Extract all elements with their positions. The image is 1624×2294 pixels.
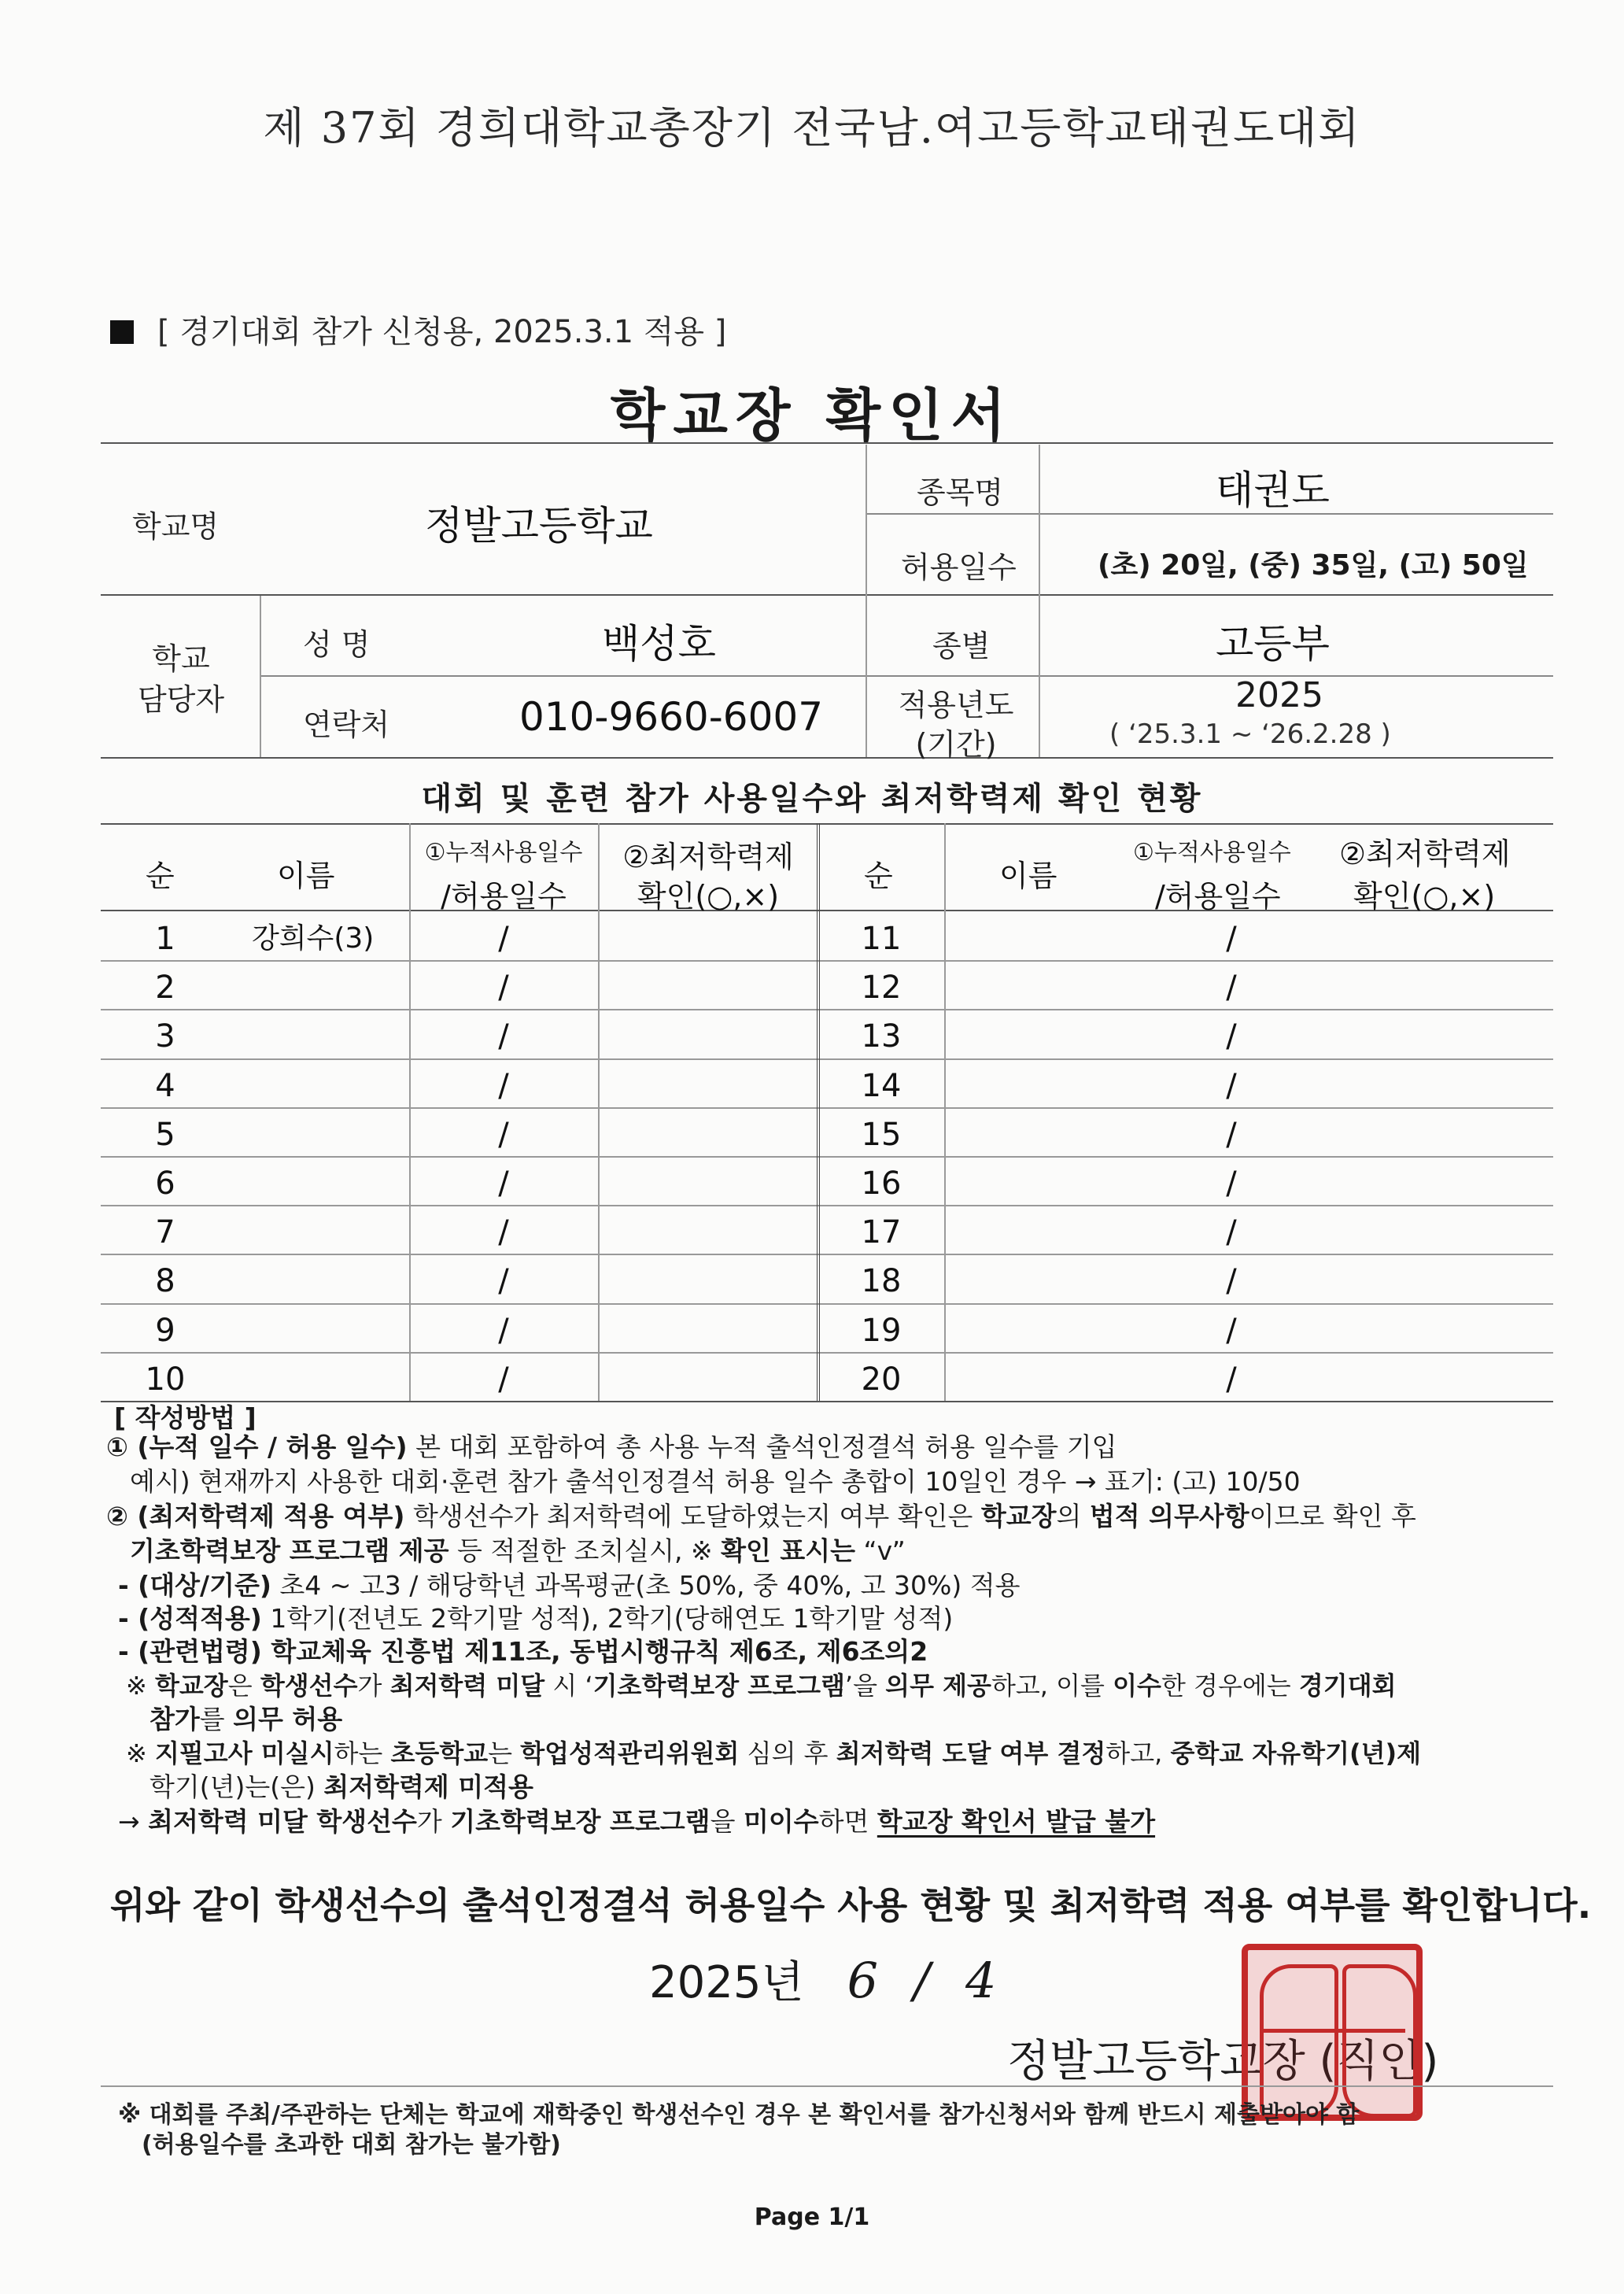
row-number: 7: [155, 1214, 175, 1251]
allowed-days-value: (초) 20일, (중) 35일, (고) 50일: [1098, 549, 1529, 582]
col-header-check-line1: ②최저학력제: [622, 840, 794, 874]
col-header-days-line1: ①누적사용일수: [424, 839, 583, 866]
table-row-rule: [101, 1352, 1553, 1354]
row-number: 11: [861, 921, 902, 957]
manager-name-value: 백성호: [602, 621, 716, 667]
days-slash: /: [1226, 1018, 1237, 1055]
days-slash: /: [1226, 921, 1237, 957]
document-title: 학교장 확인서: [610, 382, 1014, 449]
event-label: 종목명: [917, 475, 1004, 510]
instruction-line-9: 참가를 의무 허용: [149, 1704, 343, 1734]
row-number: 19: [861, 1312, 902, 1349]
row-number: 4: [155, 1067, 175, 1104]
days-slash: /: [498, 1067, 509, 1104]
table-row-rule: [101, 1205, 1553, 1206]
instruction-line-3: ② (최저학력제 적용 여부) 학생선수가 최저학력에 도달하였는지 여부 확인은 학교장의 법적 의무사항이므로 확인 후: [106, 1501, 1416, 1531]
date-day: 4: [965, 1952, 997, 2009]
info-divider: [866, 445, 867, 757]
footnote-line-1: ※ 대회를 주최/주관하는 단체는 학교에 재학중인 학생선수인 경우 본 확인서를 참가신청서와 함께 반드시 제출받아야 함: [118, 2101, 1360, 2129]
days-slash: /: [498, 970, 509, 1007]
days-slash: /: [498, 1018, 509, 1055]
info-rule: [101, 757, 1553, 759]
col-header-check-line2: 확인(○,×): [637, 879, 780, 914]
days-slash: /: [498, 1361, 509, 1398]
row-number: 5: [155, 1116, 175, 1153]
student-name: 강희수(3): [252, 922, 375, 955]
table-row-rule: [101, 1058, 1553, 1060]
days-slash: /: [1226, 1361, 1237, 1398]
days-slash: /: [1226, 1263, 1237, 1300]
footer-rule: [101, 2085, 1553, 2087]
date-separator: /: [914, 1952, 930, 2009]
col-header-name-right: 이름: [999, 859, 1057, 893]
col-header-days-right-line1: ①누적사용일수: [1133, 839, 1291, 866]
event-value: 태권도: [1216, 467, 1330, 513]
principal-signature: 정발고등학교장 (직인): [1007, 2036, 1439, 2087]
days-slash: /: [498, 921, 509, 957]
name-label: 성 명: [303, 627, 371, 662]
division-label: 종별: [932, 629, 991, 663]
instruction-line-8: ※ 학교장은 학생선수가 최저학력 미달 시 ‘기초학력보장 프로그램’을 의무 제공하고, 이를 이수한 경우에는 경기대회: [126, 1671, 1397, 1701]
square-bullet-icon: [110, 320, 134, 344]
date-year: 2025년: [649, 1957, 804, 2008]
school-value: 정발고등학교: [425, 503, 653, 549]
page-number: Page 1/1: [754, 2203, 870, 2231]
instruction-line-2: 예시) 현재까지 사용한 대회·훈련 참가 출석인정결석 허용 일수 총합이 10일인 경우 → 표기: (고) 10/50: [130, 1466, 1301, 1497]
col-header-no-right: 순: [864, 859, 893, 893]
col-header-check-right-line2: 확인(○,×): [1353, 879, 1496, 914]
instruction-line-7: - (관련법령) 학교체육 진흥법 제11조, 동법시행규칙 제6조, 제6조의2: [118, 1636, 928, 1667]
row-number: 2: [155, 970, 175, 1007]
year-label-line2: (기간): [915, 727, 997, 762]
days-slash: /: [1226, 970, 1237, 1007]
table-header-rule: [101, 910, 1553, 911]
signature-date: [649, 1948, 996, 2011]
table-top-rule: [101, 823, 1553, 825]
info-divider: [260, 596, 261, 757]
table-row-rule: [101, 1009, 1553, 1010]
instructions-heading: [ 작성방법 ]: [114, 1402, 257, 1433]
event-title: 제 37회 경희대학교총장기 전국남.여고등학교태권도대회: [263, 103, 1361, 153]
days-slash: /: [498, 1116, 509, 1153]
instruction-line-6: - (성적적용) 1학기(전년도 2학기말 성적), 2학기(당해연도 1학기말 성적): [118, 1603, 954, 1634]
instruction-line-10: ※ 지필고사 미실시하는 초등학교는 학업성적관리위원회 심의 후 최저학력 도달 여부 결정하고, 중학교 자유학기(년)제: [126, 1738, 1422, 1768]
manager-label-line2: 담당자: [137, 682, 225, 717]
days-slash: /: [498, 1263, 509, 1300]
row-number: 20: [861, 1361, 902, 1398]
row-number: 14: [861, 1067, 902, 1104]
school-label: 학교명: [132, 509, 220, 544]
division-value: 고등부: [1216, 621, 1330, 667]
info-top-rule: [101, 442, 1553, 444]
table-row-rule: [101, 960, 1553, 962]
days-slash: /: [498, 1312, 509, 1349]
contact-label: 연락처: [303, 707, 390, 742]
col-header-check-right-line1: ②최저학력제: [1339, 837, 1511, 871]
info-divider: [1039, 445, 1040, 757]
table-row-rule: [101, 1254, 1553, 1255]
row-number: 17: [861, 1214, 902, 1251]
allowed-days-label: 허용일수: [901, 550, 1017, 585]
year-label-line1: 적용년도: [898, 688, 1014, 722]
days-slash: /: [1226, 1116, 1237, 1153]
row-number: 12: [861, 970, 902, 1007]
table-col-divider: [598, 823, 600, 1401]
row-number: 10: [145, 1361, 186, 1398]
row-number: 3: [155, 1018, 175, 1055]
table-row-rule: [101, 1156, 1553, 1158]
days-slash: /: [1226, 1165, 1237, 1202]
footnote-line-2: (허용일수를 초과한 대회 참가는 불가함): [142, 2131, 561, 2159]
manager-label-line1: 학교: [152, 641, 210, 676]
info-rule: [866, 513, 1553, 515]
days-slash: /: [498, 1165, 509, 1202]
table-center-divider: [817, 823, 820, 1401]
contact-value: 010-9660-6007: [519, 694, 824, 740]
period-value: ( ‘25.3.1 ~ ‘26.2.28 ): [1109, 718, 1391, 750]
confirmation-statement: 위와 같이 학생선수의 출석인정결석 허용일수 사용 현황 및 최저학력 적용 여부를 확인합니다.: [110, 1884, 1592, 1926]
days-slash: /: [1226, 1067, 1237, 1104]
row-number: 9: [155, 1312, 175, 1349]
row-number: 8: [155, 1263, 175, 1300]
table-col-divider: [944, 823, 946, 1401]
date-month: 6: [847, 1952, 879, 2009]
info-rule: [101, 594, 1553, 596]
row-number: 18: [861, 1263, 902, 1300]
days-slash: /: [498, 1214, 509, 1251]
col-header-no: 순: [146, 859, 175, 893]
instruction-line-12: → 최저학력 미달 학생선수가 기초학력보장 프로그램을 미이수하면 학교장 확인서 발급 불가: [118, 1806, 1156, 1837]
days-slash: /: [1226, 1214, 1237, 1251]
row-number: 1: [155, 921, 175, 957]
col-header-days-line2: /허용일수: [441, 879, 567, 914]
col-header-days-right-line2: /허용일수: [1155, 879, 1281, 914]
table-row-rule: [101, 1107, 1553, 1109]
year-value: 2025: [1235, 675, 1323, 715]
instruction-line-1: ① (누적 일수 / 허용 일수) 본 대회 포함하여 총 사용 누적 출석인정결석 허용 일수를 기입: [106, 1431, 1117, 1462]
col-header-name: 이름: [277, 859, 335, 893]
table-row-rule: [101, 1303, 1553, 1305]
info-rule: [260, 675, 1553, 677]
row-number: 6: [155, 1165, 175, 1202]
instruction-line-11: 학기(년)는(은) 최저학력제 미적용: [149, 1771, 533, 1802]
notice-text: [ 경기대회 참가 신청용, 2025.3.1 적용 ]: [157, 314, 727, 350]
row-number: 15: [861, 1116, 902, 1153]
instruction-line-4: 기초학력보장 프로그램 제공 등 적절한 조치실시, ※ 확인 표시는 “v”: [130, 1535, 906, 1566]
section-title: 대회 및 훈련 참가 사용일수와 최저학력제 확인 현황: [421, 781, 1203, 817]
days-slash: /: [1226, 1312, 1237, 1349]
table-row-rule: [101, 1401, 1553, 1402]
instruction-line-5: - (대상/기준) 초4 ~ 고3 / 해당학년 과목평균(초 50%, 중 40%, 고 30%) 적용: [118, 1570, 1021, 1601]
row-number: 16: [861, 1165, 902, 1202]
row-number: 13: [861, 1018, 902, 1055]
notice-line: [110, 307, 726, 352]
